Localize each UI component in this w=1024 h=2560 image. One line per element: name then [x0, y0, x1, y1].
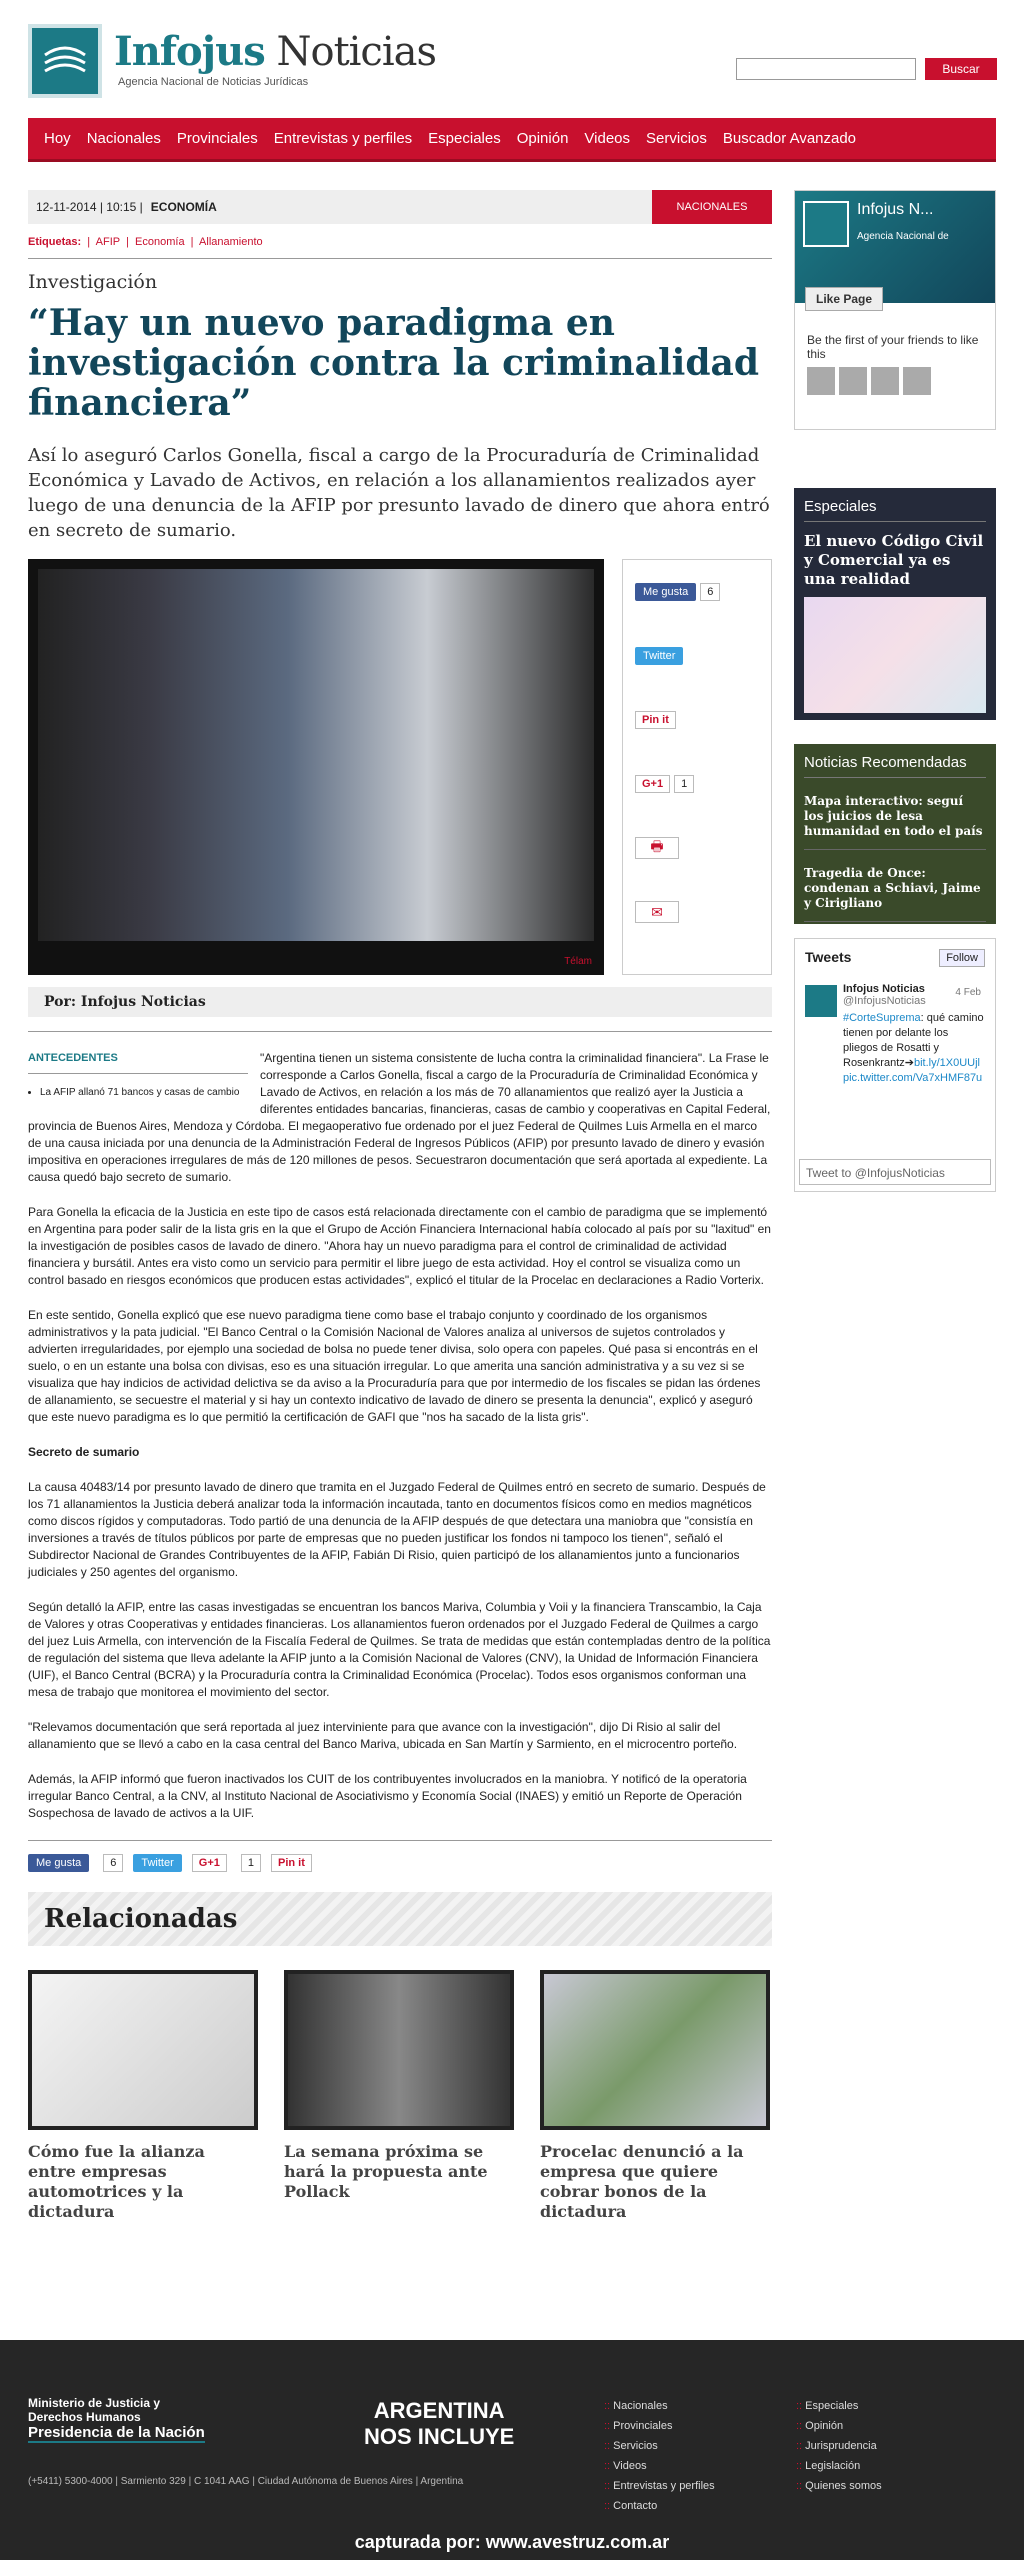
gp-count: 1 [674, 775, 694, 793]
gp-share[interactable] [635, 772, 759, 796]
paragraph: Además, la AFIP informó que fueron inactivados los CUIT de los contribuyentes involucrados en la maniobra. Y notificó de la operatoria irregular Banco Central, a la CNV, al Instituto Nacional de Asociativismo y Economía Social (INAES) y emitió un Reporte de Operación Sospechosa de lavado de activos a la UIF. [28, 1772, 747, 1820]
presidency-logo[interactable]: Presidencia de la Nación [28, 2424, 205, 2441]
tags-row: Etiquetas: | AFIP | Economía | Allanamiento [28, 236, 772, 259]
tweets-title: Tweets [805, 949, 852, 965]
facebook-widget [794, 190, 996, 430]
argentina-logo[interactable] [364, 2398, 514, 2450]
related-item[interactable] [284, 1970, 514, 2222]
media-block [28, 559, 772, 975]
paragraph: En este sentido, Gonella explicó que ese nuevo paradigma tiene como base el trabajo conjunto y coordinado de los organismos administrativos y la pata judicial. "El Banco Central o la Comisión Nacional de Valores analiza al universos de sujetos controlados y advierten irregularidades, por ejemplo una sociedad de bolsa no puede tener divisa, solo opera con papeles. Qué pasa si encontrás en el suelo, o en un estante una bolsa con divisas, eso es una situación irregular. Lo que amerita una sanción administrativa y a su vez si se visualiza que hay indicios de actividad delictiva se da aviso a la Procuraduría para que por intermedio de los fiscales se pidan las órdenes de allanamiento, se secuestre el material y si hay un contexto indicativo de lavado de dinero se presenta la denuncia", explicó y aseguró que este nuevo paradigma es lo que permitió la certificación de GAFI que "nos ha sacado de la lista gris". [28, 1308, 761, 1424]
fb-count: 6 [700, 583, 720, 601]
divider [28, 1031, 772, 1032]
fb-friend-thumbs [795, 367, 995, 395]
article-date: 12-11-2014 [36, 200, 97, 214]
related-list [28, 1970, 772, 2222]
logo-tagline: Agencia Nacional de Noticias Jurídicas [118, 76, 309, 88]
argentina-line2: NOS INCLUYE [364, 2424, 515, 2449]
site-footer [0, 2340, 1024, 2560]
search-input[interactable] [736, 58, 916, 80]
tweet-body: : qué camino tienen por delante los pliegos de Rosatti y Rosenkrantz➔ [843, 1012, 984, 1069]
fb-page-title[interactable]: Infojus N... [857, 201, 934, 218]
tweet-link[interactable]: bit.ly/1X0UUjl pic.twitter.com/Va7xHMF87u [843, 1057, 983, 1084]
recomendada-item[interactable]: Mapa interactivo: seguí los juicios de lesa humanidad en todo el país [804, 794, 986, 850]
article-meta: 12-11-2014 | 10:15 | ECONOMÍA NACIONALES [28, 190, 772, 224]
pin-share[interactable] [635, 708, 759, 732]
especiales-image[interactable] [804, 597, 986, 713]
article-time: 10:15 [106, 200, 137, 214]
photo-image [38, 569, 594, 941]
capture-caption: capturada por: www.avestruz.com.ar [354, 2532, 670, 2552]
footer-links-2 [796, 2396, 882, 2496]
fb-like-page-button[interactable]: Like Page [805, 287, 883, 311]
fb-friends-text: Be the first of your friends to like this [807, 333, 979, 361]
recomendadas-box [794, 744, 996, 924]
logo-text[interactable] [114, 28, 436, 75]
article-body [28, 1050, 772, 1822]
search-button[interactable]: Buscar [925, 58, 997, 80]
tweet-input[interactable]: Tweet to @InfojusNoticias [799, 1159, 991, 1185]
antecedentes-box [28, 1050, 248, 1101]
nav-provinciales[interactable]: Provinciales [176, 130, 258, 147]
article-section-tag: ECONOMÍA [150, 200, 217, 214]
fb-cover[interactable] [795, 191, 995, 306]
twitter-button[interactable]: Twitter [133, 1854, 181, 1872]
footer-address: (+5411) 5300-4000 | Sarmiento 329 | C 1041 AAG | Ciudad Autónoma de Buenos Aires | Argentina [28, 2476, 464, 2487]
fb-like-button[interactable]: Me gusta [28, 1854, 89, 1872]
follow-button[interactable]: Follow [939, 949, 985, 967]
nav-especiales[interactable]: Especiales [428, 130, 501, 147]
footer-link[interactable]: :: Especiales [796, 2396, 882, 2416]
tweet-handle: @InfojusNoticias [843, 995, 926, 1007]
related-headline[interactable]: La semana próxima se hará la propuesta ante Pollack [284, 2142, 488, 2201]
related-title: Relacionadas [28, 1892, 772, 1946]
gp-count: 1 [241, 1854, 261, 1872]
related-image[interactable] [284, 1970, 514, 2130]
photo-credit: Télam [564, 956, 592, 967]
related-item[interactable] [540, 1970, 770, 2222]
article-section: Investigación [28, 271, 158, 293]
tag-link[interactable]: Economía [135, 236, 185, 248]
byline: Por: Infojus Noticias [28, 987, 772, 1017]
recomendada-item[interactable]: Tragedia de Once: condenan a Schiavi, Jaime y Cirigliano [804, 866, 986, 922]
nav-opinion[interactable]: Opinión [516, 130, 569, 147]
nav-servicios[interactable]: Servicios [646, 130, 707, 147]
logo-suffix: Noticias [276, 29, 437, 75]
nav-hoy[interactable]: Hoy [44, 130, 71, 147]
pin-button[interactable]: Pin it [635, 711, 676, 729]
related-headline[interactable]: Cómo fue la alianza entre empresas automotrices y la dictadura [28, 2142, 205, 2221]
gplus-button[interactable]: G+1 [635, 775, 670, 793]
article-main [28, 190, 772, 2222]
article-photo[interactable] [28, 559, 604, 975]
tweet-date: 4 Feb [955, 987, 981, 998]
recomendadas-title: Noticias Recomendadas [804, 754, 986, 778]
nav-entrevistas[interactable]: Entrevistas y perfiles [273, 130, 413, 147]
tag-link[interactable]: AFIP [95, 236, 120, 248]
footer-link[interactable]: :: Quienes somos [796, 2476, 882, 2496]
ministry-logo[interactable]: Ministerio de Justicia y Derechos Humanos [28, 2396, 161, 2424]
logo-icon[interactable] [28, 24, 102, 98]
sidebar [794, 190, 996, 1192]
nav-videos[interactable]: Videos [584, 130, 631, 147]
tweet-text [843, 1011, 985, 1086]
article-headline: “Hay un nuevo paradigma en investigación contra la criminalidad financiera” [28, 302, 760, 424]
twitter-avatar-icon [805, 985, 837, 1017]
paragraph: Para Gonella la eficacia de la Justicia en este tipo de casos está relacionada directamente con el cambio de paradigma que se implementó en Argentina para poder salir de la lista gris en la que el Grupo de Acción Financiera Internacional había colocado al país por su "laxitud" en la investigación de posibles casos de lavado de dinero. "Ahora hay un nuevo paradigma para el control de criminalidad de actividad financiera y bursátil. Antes era visto como un servicio para permitir el libre juego de esta actividad. Hoy el control se visualiza como un control basado en riesgos económicos que producen estas actividades", explicó el titular de la Procelac en declaraciones a Radio Vorterix. [28, 1205, 771, 1287]
footer-link[interactable]: :: Servicios [604, 2436, 715, 2456]
tag-link[interactable]: Allanamiento [199, 236, 263, 248]
antecedentes-link[interactable]: • La AFIP allanó 71 bancos y casas de cambio [40, 1084, 248, 1101]
tweet-user[interactable]: Infojus Noticias [843, 983, 925, 995]
footer-link[interactable]: :: Provinciales [604, 2416, 715, 2436]
nav-nacionales[interactable]: Nacionales [86, 130, 161, 147]
tw-share[interactable] [635, 644, 759, 668]
paragraph: La causa 40483/14 por presunto lavado de dinero que tramita en el Juzgado Federal de Quilmes entró en secreto de sumario. Después de los 71 allanamientos la Justicia deberá analizar toda la información incautada, tanto en documentos físicos como en medios magnéticos como discos rígidos y computadoras. Todo partió de una denuncia de la AFIP después de que detectara una maniobra que "consistía en inversiones a través de títulos públicos por parte de empresas que no pueden justificar los fondos ni tampoco los tienen", señaló el Subdirector Nacional de Grandes Contribuyentes de la AFIP, Fabián Di Risio, quien participó de los allanamientos junto a funcionarios judiciales y 250 agentes del organismo. [28, 1480, 766, 1579]
tweet-hashtag[interactable]: #CorteSuprema [843, 1012, 921, 1024]
fb-page-sub: Agencia Nacional de [857, 231, 949, 242]
especiales-box [794, 488, 996, 720]
related-item[interactable] [28, 1970, 258, 2222]
footer-link[interactable]: :: Entrevistas y perfiles [604, 2476, 715, 2496]
footer-link[interactable]: :: Jurisprudencia [796, 2436, 882, 2456]
footer-link[interactable]: :: Contacto [604, 2496, 715, 2516]
fb-like-button[interactable]: Me gusta [635, 583, 696, 601]
antecedentes-title: ANTECEDENTES [28, 1050, 248, 1074]
site-header [28, 22, 1000, 100]
pin-button[interactable]: Pin it [271, 1854, 312, 1872]
logo-brand: Infojus [114, 28, 265, 75]
social-sidebar [622, 559, 772, 975]
category-button[interactable]: NACIONALES [652, 190, 772, 224]
article-lead: Así lo aseguró Carlos Gonella, fiscal a cargo de la Procuraduría de Criminalidad Económica y Lavado de Activos, en relación a los allanamientos realizados ayer luego de una denuncia de la AFIP por presunto lavado de dinero que ahora entró en secreto de sumario. [28, 445, 770, 541]
twitter-button[interactable]: Twitter [635, 647, 683, 665]
argentina-line1: ARGENTINA [373, 2398, 505, 2423]
fb-share[interactable] [635, 580, 759, 604]
subhead: Secreto de sumario [28, 1445, 140, 1459]
fb-avatar-icon [803, 201, 849, 247]
twitter-widget [794, 938, 996, 1192]
related-headline[interactable]: Procelac denunció a la empresa que quiere cobrar bonos de la dictadura [540, 2142, 744, 2221]
main-nav [28, 118, 996, 162]
fb-count: 6 [103, 1854, 123, 1872]
footer-link[interactable]: :: Legislación [796, 2456, 882, 2476]
bottom-share [28, 1840, 772, 1868]
nav-buscador[interactable]: Buscador Avanzado [722, 130, 857, 147]
paragraph: "Relevamos documentación que será reportada al juez interviniente para que avance con la investigación", dijo Di Risio al salir del allanamiento que se llevó a cabo en la casa central del Banco Mariva, ubicada en San Martín y Sarmiento, en el microcentro porteño. [28, 1720, 738, 1751]
especiales-title: Especiales [804, 498, 986, 522]
footer-link[interactable]: :: Nacionales [604, 2396, 715, 2416]
paragraph: Según detalló la AFIP, entre las casas investigadas se encuentran los bancos Mariva, Columbia y Voii y la financiera Transcambio, la Caja de Valores y otras Cooperativas y entidades financieras. Los allanamientos fueron ordenados por el Juzgado Federal de Quilmes a cargo del juez Luis Armella, con intervención de la Fiscalía Federal de Quilmes. Se trata de medidas que están contempladas dentro de la política de regulación del sistema que lleva adelante la AFIP junto a la Comisión Nacional de Valores (CNV), la Unidad de Información Financiera (UIF), el Banco Central (BCRA) y la Procuraduría contra la Criminalidad Económica (Procelac). Todos esos organismos conforman una mesa de trabajo que monitorea el movimiento del sector. [28, 1600, 771, 1699]
email-icon[interactable]: ✉ [635, 901, 679, 923]
related-image[interactable] [540, 1970, 770, 2130]
especiales-headline[interactable]: El nuevo Código Civil y Comercial ya es una realidad [804, 532, 984, 588]
paragraph: "Argentina tienen un sistema consistente de lucha contra la criminalidad financiera". La Frase le corresponde a Carlos Gonella, fiscal a cargo de la Procuraduría de Criminalidad Económica y Lavado de Activos, en relación a los más de 70 allanamientos que realizó ayer la Justicia a diferentes entidades bancarias, financieras, casas de cambio y cooperativas en Capital Federal, provincia de Buenos Aires, Mendoza y Córdoba. El megaoperativo fue ordenado por el juez Federal de Quilmes Luis Armella en el marco de una causa iniciada por una denuncia de la Administración Federal de Ingresos Públicos (AFIP) por presunto lavado de dinero y evasión impositiva en operaciones irregulares de más de 120 millones de pesos. Secuestraron documentación que será aportada al expediente. La causa quedó bajo secreto de sumario. [28, 1051, 771, 1184]
footer-link[interactable]: :: Opinión [796, 2416, 882, 2436]
footer-links-1 [604, 2396, 715, 2516]
related-image[interactable] [28, 1970, 258, 2130]
tags-label: Etiquetas: [28, 236, 82, 248]
print-icon[interactable]: 🖶 [635, 837, 679, 859]
footer-link[interactable]: :: Videos [604, 2456, 715, 2476]
gplus-button[interactable]: G+1 [192, 1854, 227, 1872]
